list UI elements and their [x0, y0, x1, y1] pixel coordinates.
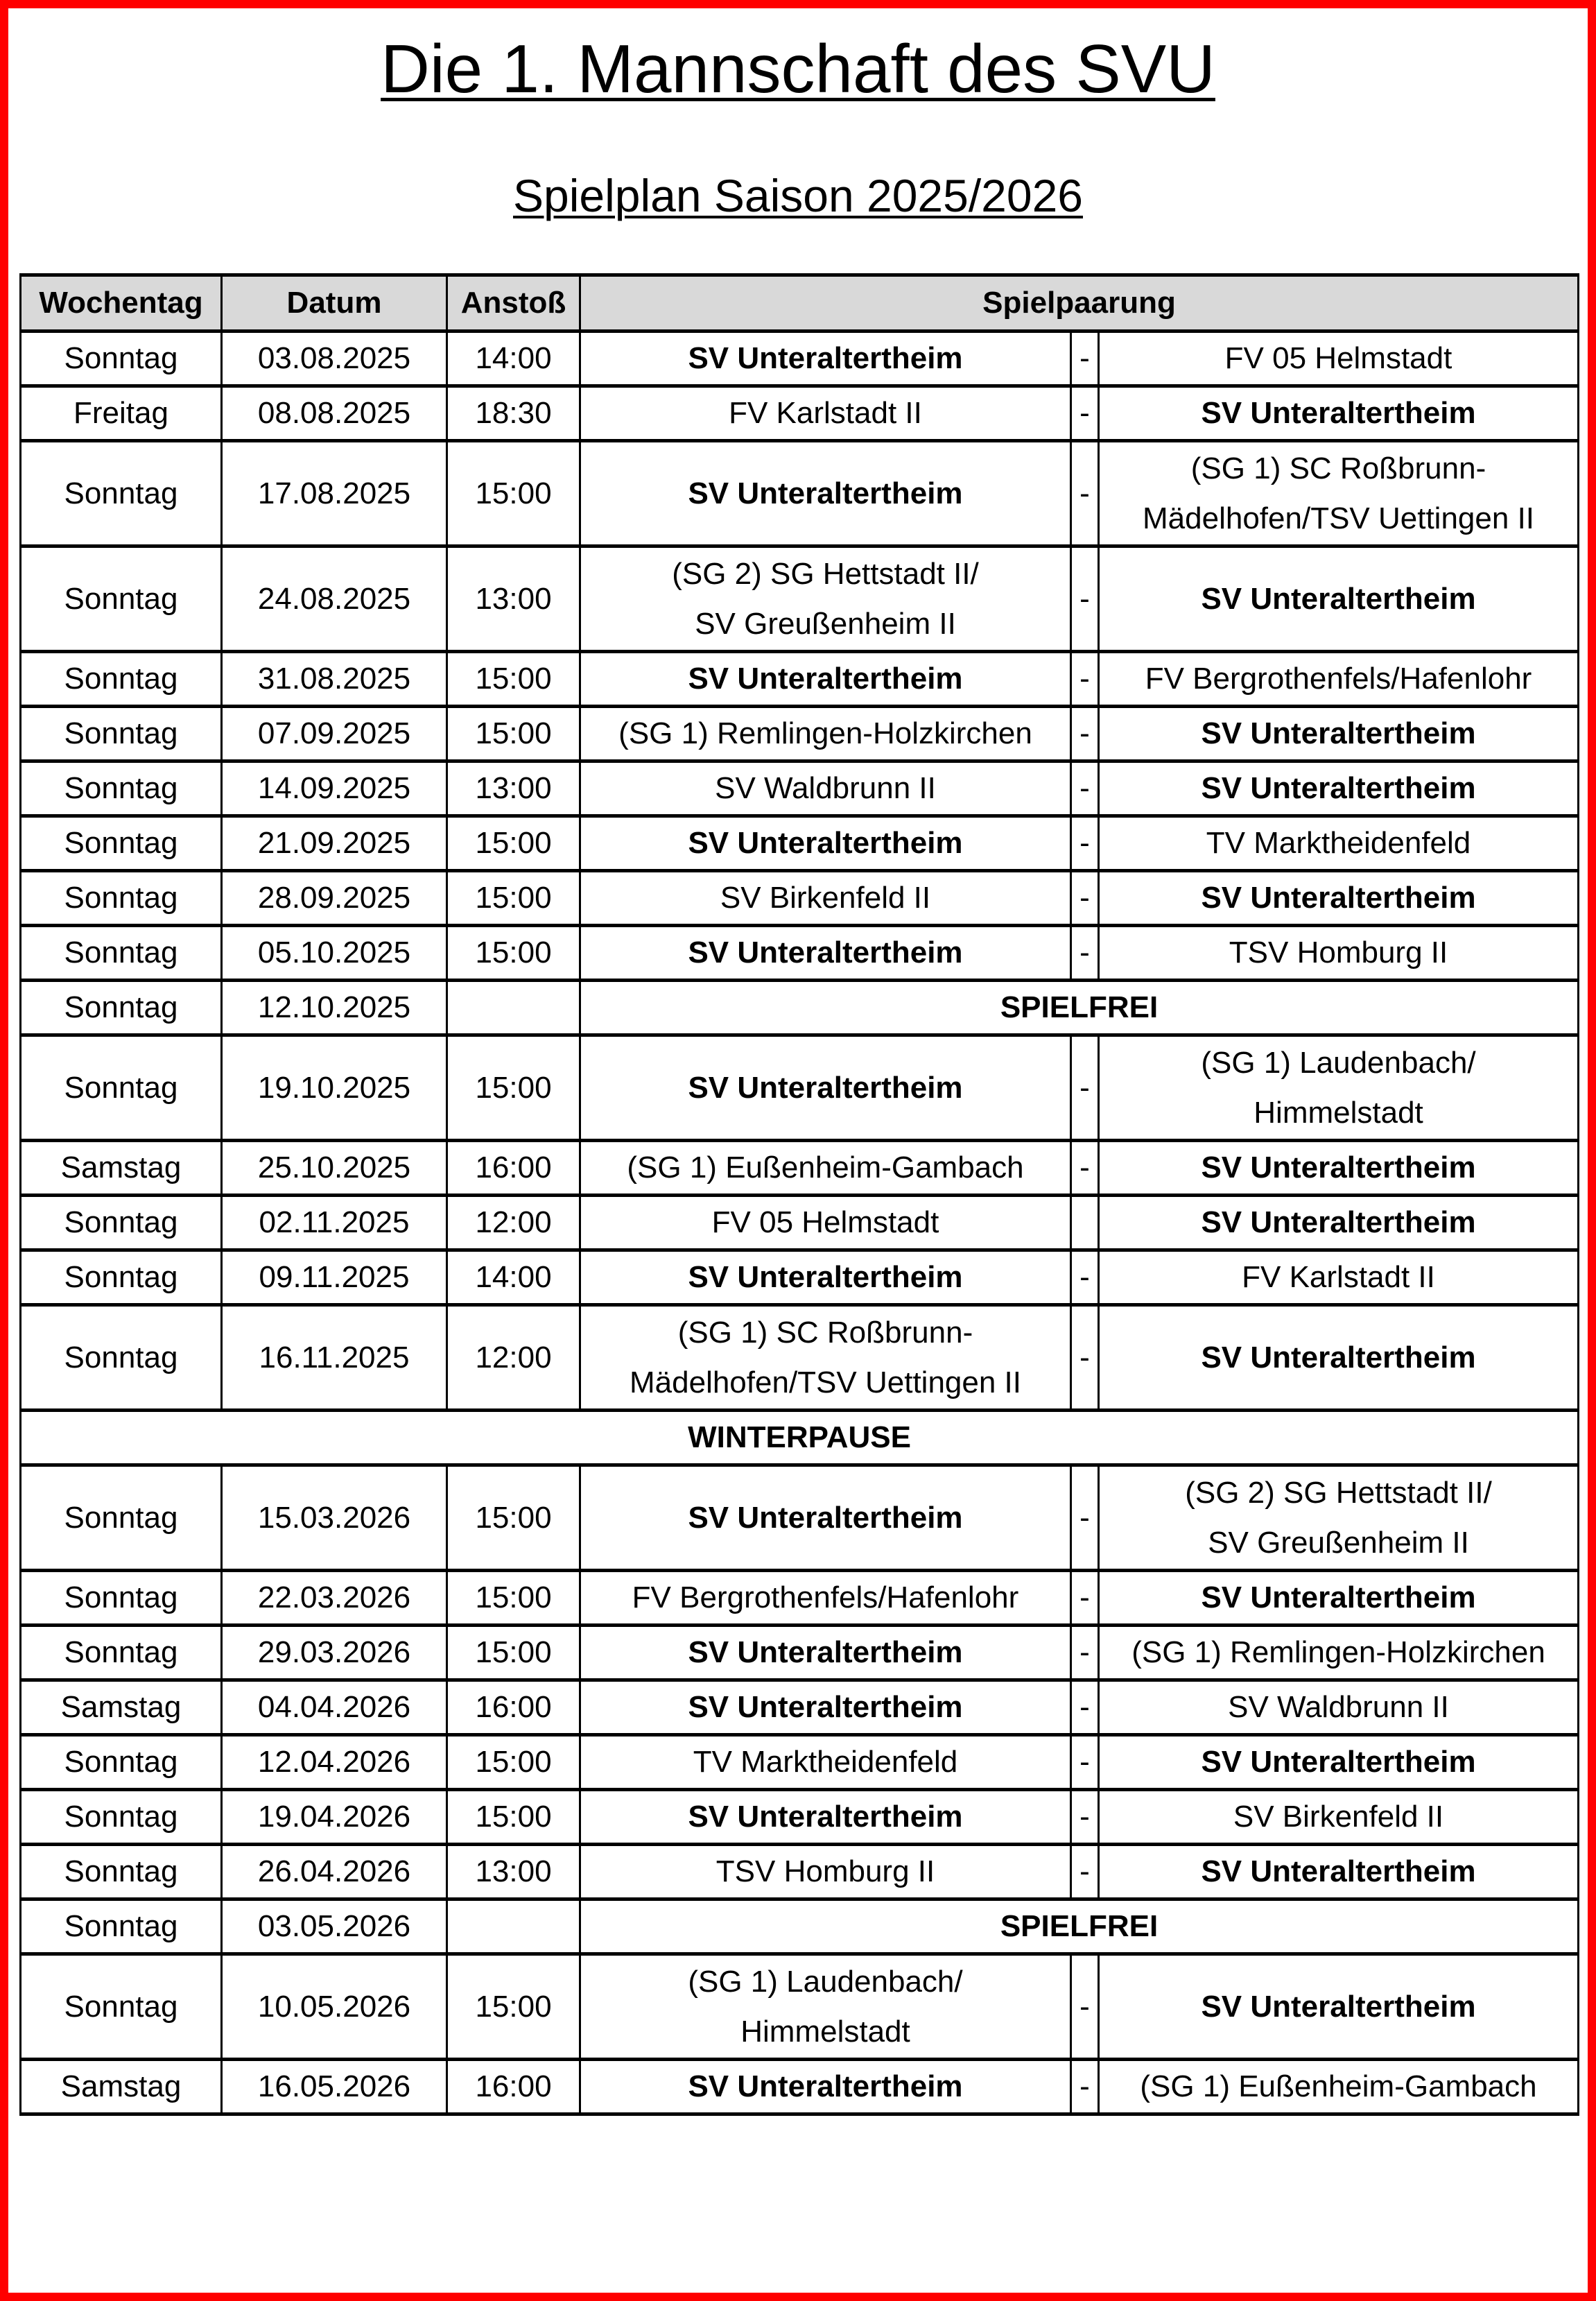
- date-cell: 03.08.2025: [222, 331, 447, 386]
- away-team-cell: [1099, 2060, 1579, 2114]
- team-name-line: FV Karlstadt II: [729, 396, 922, 430]
- weekday-cell: Sonntag: [21, 1735, 222, 1790]
- team-name-line: SV Unteraltertheim: [1201, 771, 1476, 805]
- date-cell: 02.11.2025: [222, 1196, 447, 1250]
- match-row: [21, 1035, 1579, 1141]
- weekday-cell: Sonntag: [21, 1845, 222, 1899]
- home-team-cell: [580, 2060, 1071, 2114]
- home-team-cell: [580, 1735, 1071, 1790]
- team-name-line: SV Unteraltertheim: [688, 1635, 963, 1669]
- away-team-cell: [1099, 707, 1579, 761]
- away-team-cell: [1099, 1626, 1579, 1680]
- team-name-line: SV Unteraltertheim: [688, 1070, 963, 1105]
- vs-dash-cell: -: [1071, 652, 1099, 707]
- date-cell: 16.05.2026: [222, 2060, 447, 2114]
- vs-dash-cell: -: [1071, 1141, 1099, 1196]
- team-name-line: Mädelhofen/TSV Uettingen II: [630, 1365, 1021, 1399]
- team-name-line: TV Marktheidenfeld: [1206, 826, 1471, 860]
- weekday-cell: Sonntag: [21, 546, 222, 652]
- team-name-line: SV Unteraltertheim: [688, 341, 963, 375]
- away-team-cell: [1099, 1465, 1579, 1571]
- team-name-line: Himmelstadt: [740, 2014, 910, 2049]
- team-name-line: SV Greußenheim II: [695, 606, 956, 641]
- kickoff-cell: 15:00: [447, 707, 580, 761]
- spielfrei-label: SPIELFREI: [580, 1899, 1579, 1954]
- date-cell: 09.11.2025: [222, 1250, 447, 1305]
- team-name-line: (SG 1) Laudenbach/: [688, 1964, 963, 1999]
- home-team-cell: [580, 926, 1071, 981]
- vs-dash-cell: -: [1071, 1954, 1099, 2060]
- vs-dash-cell: -: [1071, 1735, 1099, 1790]
- team-name-line: FV 05 Helmstadt: [711, 1205, 939, 1239]
- spielfrei-label: SPIELFREI: [580, 981, 1579, 1035]
- home-team-cell: [580, 1845, 1071, 1899]
- team-name-line: TV Marktheidenfeld: [693, 1745, 958, 1779]
- team-name-line: SV Unteraltertheim: [688, 1800, 963, 1834]
- vs-dash-cell: -: [1071, 546, 1099, 652]
- home-team-cell: [580, 1571, 1071, 1626]
- team-name-line: SV Unteraltertheim: [1201, 881, 1476, 915]
- kickoff-cell: 18:30: [447, 386, 580, 441]
- home-team-cell: [580, 707, 1071, 761]
- home-team-cell: [580, 816, 1071, 871]
- away-team-cell: [1099, 1954, 1579, 2060]
- team-name-line: FV Bergrothenfels/Hafenlohr: [632, 1580, 1019, 1614]
- match-row: [21, 1680, 1579, 1735]
- header-row: [21, 275, 1579, 331]
- match-row: [21, 546, 1579, 652]
- home-team-cell: [580, 386, 1071, 441]
- home-team-cell: [580, 1465, 1071, 1571]
- kickoff-cell: 15:00: [447, 1626, 580, 1680]
- kickoff-cell: 16:00: [447, 1680, 580, 1735]
- team-name-line: Himmelstadt: [1254, 1095, 1423, 1130]
- weekday-cell: Sonntag: [21, 1954, 222, 2060]
- weekday-cell: Sonntag: [21, 652, 222, 707]
- weekday-cell: Sonntag: [21, 1465, 222, 1571]
- match-row: [21, 761, 1579, 816]
- kickoff-cell: [447, 981, 580, 1035]
- date-cell: 14.09.2025: [222, 761, 447, 816]
- date-cell: 28.09.2025: [222, 871, 447, 926]
- team-name-line: FV Karlstadt II: [1242, 1260, 1435, 1294]
- weekday-cell: Sonntag: [21, 707, 222, 761]
- vs-dash-cell: -: [1071, 1790, 1099, 1845]
- weekday-cell: Sonntag: [21, 1305, 222, 1411]
- kickoff-cell: 15:00: [447, 441, 580, 546]
- match-row: [21, 386, 1579, 441]
- page-subtitle-text: Spielplan Saison 2025/2026: [512, 170, 1083, 221]
- kickoff-cell: 15:00: [447, 871, 580, 926]
- kickoff-cell: 14:00: [447, 331, 580, 386]
- kickoff-cell: 15:00: [447, 1035, 580, 1141]
- weekday-cell: Sonntag: [21, 331, 222, 386]
- team-name-line: TSV Homburg II: [1229, 936, 1448, 969]
- team-name-line: SV Greußenheim II: [1208, 1525, 1469, 1560]
- date-cell: 29.03.2026: [222, 1626, 447, 1680]
- weekday-cell: Samstag: [21, 2060, 222, 2114]
- date-cell: 21.09.2025: [222, 816, 447, 871]
- winterpause-label: WINTERPAUSE: [21, 1411, 1579, 1465]
- team-name-line: SV Unteraltertheim: [688, 826, 963, 860]
- away-team-cell: [1099, 652, 1579, 707]
- team-name-line: SV Unteraltertheim: [688, 1500, 963, 1535]
- date-cell: 10.05.2026: [222, 1954, 447, 2060]
- away-team-cell: [1099, 1250, 1579, 1305]
- date-cell: 19.10.2025: [222, 1035, 447, 1141]
- weekday-cell: Sonntag: [21, 816, 222, 871]
- weekday-cell: Freitag: [21, 386, 222, 441]
- header-date: Datum: [222, 275, 447, 331]
- team-name-line: SV Unteraltertheim: [1201, 1205, 1476, 1239]
- team-name-line: (SG 2) SG Hettstadt II/: [1185, 1475, 1492, 1510]
- team-name-line: SV Unteraltertheim: [1201, 1580, 1476, 1614]
- vs-dash-cell: -: [1071, 1845, 1099, 1899]
- header-kickoff: Anstoß: [447, 275, 580, 331]
- weekday-cell: Sonntag: [21, 1250, 222, 1305]
- team-name-line: (SG 1) SC Roßbrunn-: [677, 1315, 973, 1350]
- kickoff-cell: 15:00: [447, 1790, 580, 1845]
- weekday-cell: Sonntag: [21, 761, 222, 816]
- vs-dash-cell: -: [1071, 1035, 1099, 1141]
- vs-dash-cell: -: [1071, 331, 1099, 386]
- kickoff-cell: 13:00: [447, 761, 580, 816]
- weekday-cell: Sonntag: [21, 1571, 222, 1626]
- match-row: [21, 1735, 1579, 1790]
- weekday-cell: Sonntag: [21, 926, 222, 981]
- date-cell: 07.09.2025: [222, 707, 447, 761]
- kickoff-cell: 15:00: [447, 1735, 580, 1790]
- team-name-line: Mädelhofen/TSV Uettingen II: [1143, 501, 1535, 535]
- kickoff-cell: 16:00: [447, 1141, 580, 1196]
- home-team-cell: [580, 331, 1071, 386]
- vs-dash-cell: -: [1071, 441, 1099, 546]
- weekday-cell: Sonntag: [21, 981, 222, 1035]
- team-name-line: SV Unteraltertheim: [688, 1690, 963, 1724]
- team-name-line: SV Unteraltertheim: [1201, 1854, 1476, 1888]
- kickoff-cell: 12:00: [447, 1305, 580, 1411]
- weekday-cell: Sonntag: [21, 871, 222, 926]
- away-team-cell: [1099, 816, 1579, 871]
- match-row: [21, 1571, 1579, 1626]
- weekday-cell: Sonntag: [21, 1196, 222, 1250]
- weekday-cell: Sonntag: [21, 1790, 222, 1845]
- date-cell: 12.04.2026: [222, 1735, 447, 1790]
- team-name-line: SV Unteraltertheim: [688, 1260, 963, 1294]
- away-team-cell: [1099, 871, 1579, 926]
- home-team-cell: [580, 1954, 1071, 2060]
- date-cell: 17.08.2025: [222, 441, 447, 546]
- team-name-line: SV Unteraltertheim: [688, 2069, 963, 2103]
- match-row: [21, 1305, 1579, 1411]
- kickoff-cell: 14:00: [447, 1250, 580, 1305]
- match-row: [21, 441, 1579, 546]
- date-cell: 26.04.2026: [222, 1845, 447, 1899]
- page-title: [0, 31, 1596, 107]
- away-team-cell: [1099, 1790, 1579, 1845]
- vs-dash-cell: -: [1071, 2060, 1099, 2114]
- team-name-line: (SG 1) Eußenheim-Gambach: [627, 1150, 1024, 1184]
- home-team-cell: [580, 1626, 1071, 1680]
- home-team-cell: [580, 546, 1071, 652]
- vs-dash-cell: -: [1071, 1680, 1099, 1735]
- date-cell: 31.08.2025: [222, 652, 447, 707]
- away-team-cell: [1099, 1680, 1579, 1735]
- kickoff-cell: 15:00: [447, 1465, 580, 1571]
- weekday-cell: Samstag: [21, 1141, 222, 1196]
- away-team-cell: [1099, 386, 1579, 441]
- match-row: [21, 1465, 1579, 1571]
- spielfrei-row: [21, 1899, 1579, 1954]
- match-row: [21, 652, 1579, 707]
- date-cell: 25.10.2025: [222, 1141, 447, 1196]
- team-name-line: SV Unteraltertheim: [1201, 581, 1476, 616]
- match-row: [21, 926, 1579, 981]
- match-row: [21, 1141, 1579, 1196]
- team-name-line: (SG 1) Laudenbach/: [1201, 1045, 1476, 1080]
- date-cell: 16.11.2025: [222, 1305, 447, 1411]
- schedule-table-body: [21, 331, 1579, 2114]
- home-team-cell: [580, 1196, 1071, 1250]
- spielfrei-row: [21, 981, 1579, 1035]
- vs-dash-cell: -: [1071, 1626, 1099, 1680]
- team-name-line: (SG 1) Remlingen-Holzkirchen: [1131, 1635, 1545, 1669]
- kickoff-cell: 13:00: [447, 546, 580, 652]
- vs-dash-cell: [1071, 1196, 1099, 1250]
- match-row: [21, 816, 1579, 871]
- team-name-line: (SG 1) Eußenheim-Gambach: [1140, 2069, 1537, 2103]
- home-team-cell: [580, 652, 1071, 707]
- away-team-cell: [1099, 1305, 1579, 1411]
- home-team-cell: [580, 1305, 1071, 1411]
- team-name-line: SV Unteraltertheim: [688, 476, 963, 510]
- team-name-line: (SG 2) SG Hettstadt II/: [672, 556, 979, 591]
- team-name-line: SV Waldbrunn II: [715, 771, 936, 805]
- match-row: [21, 331, 1579, 386]
- vs-dash-cell: -: [1071, 761, 1099, 816]
- date-cell: 19.04.2026: [222, 1790, 447, 1845]
- home-team-cell: [580, 1680, 1071, 1735]
- kickoff-cell: 13:00: [447, 1845, 580, 1899]
- team-name-line: SV Unteraltertheim: [1201, 1340, 1476, 1374]
- header-match: Spielpaarung: [580, 275, 1579, 331]
- date-cell: 05.10.2025: [222, 926, 447, 981]
- date-cell: 24.08.2025: [222, 546, 447, 652]
- match-row: [21, 1196, 1579, 1250]
- weekday-cell: Sonntag: [21, 1626, 222, 1680]
- vs-dash-cell: -: [1071, 816, 1099, 871]
- vs-dash-cell: -: [1071, 386, 1099, 441]
- kickoff-cell: [447, 1899, 580, 1954]
- home-team-cell: [580, 1250, 1071, 1305]
- match-row: [21, 1250, 1579, 1305]
- team-name-line: FV 05 Helmstadt: [1224, 341, 1452, 375]
- weekday-cell: Sonntag: [21, 1035, 222, 1141]
- team-name-line: (SG 1) SC Roßbrunn-: [1190, 451, 1486, 485]
- vs-dash-cell: -: [1071, 1571, 1099, 1626]
- away-team-cell: [1099, 761, 1579, 816]
- kickoff-cell: 15:00: [447, 816, 580, 871]
- kickoff-cell: 15:00: [447, 926, 580, 981]
- winterpause-row: [21, 1411, 1579, 1465]
- vs-dash-cell: -: [1071, 1465, 1099, 1571]
- team-name-line: SV Waldbrunn II: [1228, 1690, 1449, 1724]
- team-name-line: SV Unteraltertheim: [1201, 396, 1476, 430]
- match-row: [21, 1954, 1579, 2060]
- weekday-cell: Samstag: [21, 1680, 222, 1735]
- team-name-line: SV Unteraltertheim: [1201, 1989, 1476, 2024]
- away-team-cell: [1099, 1571, 1579, 1626]
- vs-dash-cell: -: [1071, 871, 1099, 926]
- weekday-cell: Sonntag: [21, 441, 222, 546]
- away-team-cell: [1099, 926, 1579, 981]
- team-name-line: SV Unteraltertheim: [688, 662, 963, 696]
- match-row: [21, 1626, 1579, 1680]
- date-cell: 08.08.2025: [222, 386, 447, 441]
- away-team-cell: [1099, 331, 1579, 386]
- home-team-cell: [580, 1141, 1071, 1196]
- team-name-line: SV Unteraltertheim: [688, 936, 963, 969]
- match-row: [21, 2060, 1579, 2114]
- vs-dash-cell: -: [1071, 926, 1099, 981]
- schedule-table-header: [21, 275, 1579, 331]
- match-row: [21, 1845, 1579, 1899]
- vs-dash-cell: -: [1071, 1250, 1099, 1305]
- away-team-cell: [1099, 1035, 1579, 1141]
- home-team-cell: [580, 1790, 1071, 1845]
- vs-dash-cell: -: [1071, 1305, 1099, 1411]
- home-team-cell: [580, 761, 1071, 816]
- kickoff-cell: 12:00: [447, 1196, 580, 1250]
- kickoff-cell: 15:00: [447, 1954, 580, 2060]
- weekday-cell: Sonntag: [21, 1899, 222, 1954]
- team-name-line: SV Unteraltertheim: [1201, 1745, 1476, 1779]
- away-team-cell: [1099, 441, 1579, 546]
- match-row: [21, 1790, 1579, 1845]
- date-cell: 04.04.2026: [222, 1680, 447, 1735]
- team-name-line: SV Unteraltertheim: [1201, 716, 1476, 750]
- kickoff-cell: 16:00: [447, 2060, 580, 2114]
- match-row: [21, 707, 1579, 761]
- team-name-line: SV Birkenfeld II: [1233, 1800, 1444, 1834]
- kickoff-cell: 15:00: [447, 1571, 580, 1626]
- team-name-line: FV Bergrothenfels/Hafenlohr: [1145, 662, 1532, 696]
- team-name-line: SV Birkenfeld II: [720, 881, 931, 915]
- team-name-line: (SG 1) Remlingen-Holzkirchen: [618, 716, 1032, 750]
- away-team-cell: [1099, 1845, 1579, 1899]
- page-title-text: Die 1. Mannschaft des SVU: [381, 31, 1215, 107]
- date-cell: 15.03.2026: [222, 1465, 447, 1571]
- home-team-cell: [580, 1035, 1071, 1141]
- header-weekday: Wochentag: [21, 275, 222, 331]
- vs-dash-cell: -: [1071, 707, 1099, 761]
- away-team-cell: [1099, 1735, 1579, 1790]
- away-team-cell: [1099, 1141, 1579, 1196]
- page-subtitle: [0, 169, 1596, 222]
- date-cell: 12.10.2025: [222, 981, 447, 1035]
- date-cell: 03.05.2026: [222, 1899, 447, 1954]
- match-row: [21, 871, 1579, 926]
- schedule-table: [19, 273, 1579, 2116]
- away-team-cell: [1099, 1196, 1579, 1250]
- team-name-line: SV Unteraltertheim: [1201, 1150, 1476, 1184]
- kickoff-cell: 15:00: [447, 652, 580, 707]
- away-team-cell: [1099, 546, 1579, 652]
- home-team-cell: [580, 871, 1071, 926]
- home-team-cell: [580, 441, 1071, 546]
- date-cell: 22.03.2026: [222, 1571, 447, 1626]
- team-name-line: TSV Homburg II: [715, 1854, 935, 1888]
